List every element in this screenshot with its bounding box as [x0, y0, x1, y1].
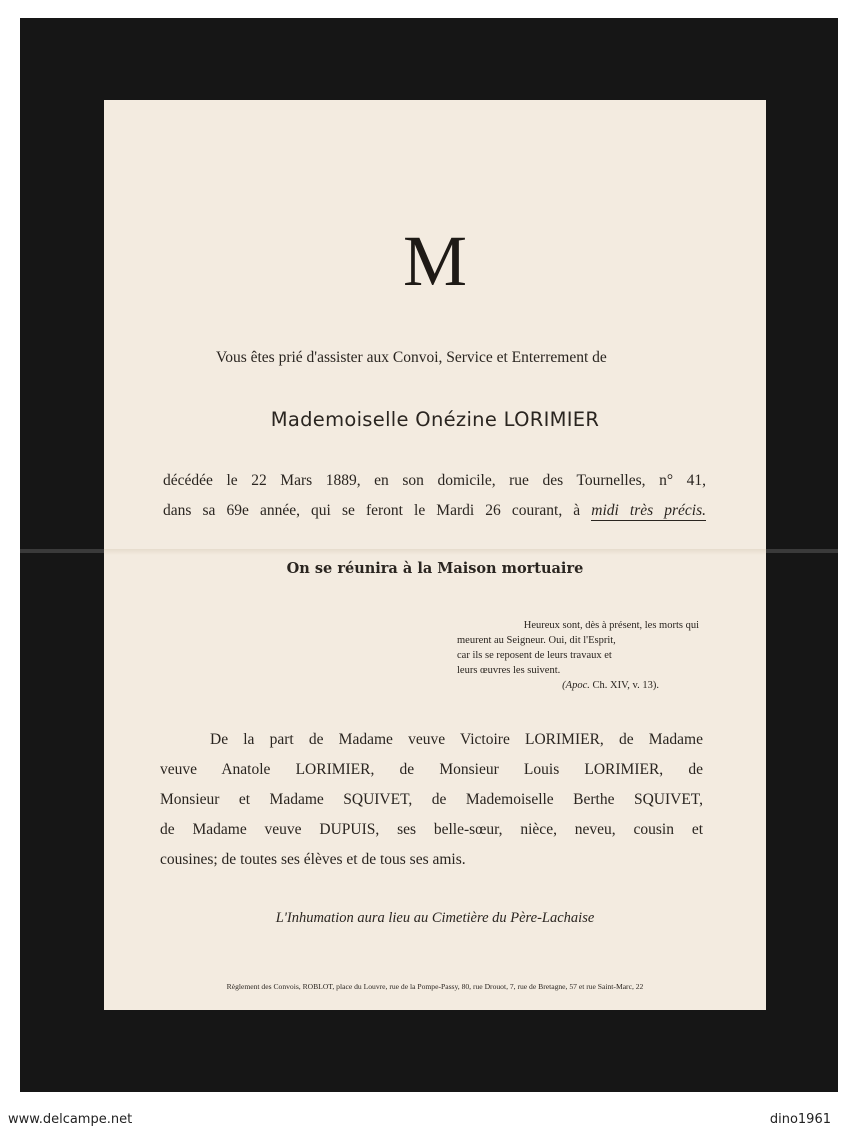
family-line-1: De la part de Madame veuve Victoire LORIMIER, de Madame: [210, 731, 703, 748]
watermark-site: www.delcampe.net: [8, 1112, 133, 1127]
verse-line-1: Heureux sont, dès à présent, les morts qui: [523, 620, 699, 631]
watermark-seller: dino1961: [769, 1112, 831, 1127]
family-line-5: cousines; de toutes ses élèves et de tous ses amis.: [160, 851, 466, 868]
family-list: [160, 725, 703, 875]
gathering-notice: On se réunira à la Maison mortuaire: [286, 560, 584, 577]
verse-reference: (Apoc. Ch. XIV, v. 13).: [562, 680, 659, 691]
invitation-line: Vous êtes prié d'assister aux Convoi, Service et Enterrement de: [216, 349, 607, 366]
funeral-date-text: dans sa 69e année, qui se feront le Mardi 26 courant, à: [163, 502, 581, 519]
announcement-paper: [104, 100, 766, 1010]
paper-fold-shadow: [104, 549, 766, 555]
family-line-4: de Madame veuve DUPUIS, ses belle-sœur, nièce, neveu, cousin et: [160, 821, 703, 838]
death-details-line-2: [163, 502, 706, 520]
scripture-verse: [449, 618, 699, 693]
family-line-2: veuve Anatole LORIMIER, de Monsieur Louis LORIMIER, de: [160, 761, 703, 778]
burial-notice: L'Inhumation aura lieu au Cimetière du Père-Lachaise: [275, 910, 595, 926]
verse-line-4: leurs œuvres les suivent.: [457, 665, 561, 676]
printer-footer: Règlement des Convois, ROBLOT, place du Louvre, rue de la Pompe-Passy, 80, rue Drouot, 7, rue de Bretagne, 57 et rue Saint-Marc, 22: [226, 982, 644, 991]
family-line-3: Monsieur et Madame SQUIVET, de Mademoiselle Berthe SQUIVET,: [160, 791, 703, 808]
death-details-line-1: décédée le 22 Mars 1889, en son domicile, rue des Tournelles, n° 41,: [163, 472, 706, 489]
verse-line-3: car ils se reposent de leurs travaux et: [457, 650, 612, 661]
funeral-time-text: midi très précis.: [591, 502, 707, 519]
initial-letter: M: [402, 221, 468, 301]
deceased-name: Mademoiselle Onézine LORIMIER: [270, 408, 600, 431]
verse-line-2: meurent au Seigneur. Oui, dit l'Esprit,: [457, 635, 616, 646]
